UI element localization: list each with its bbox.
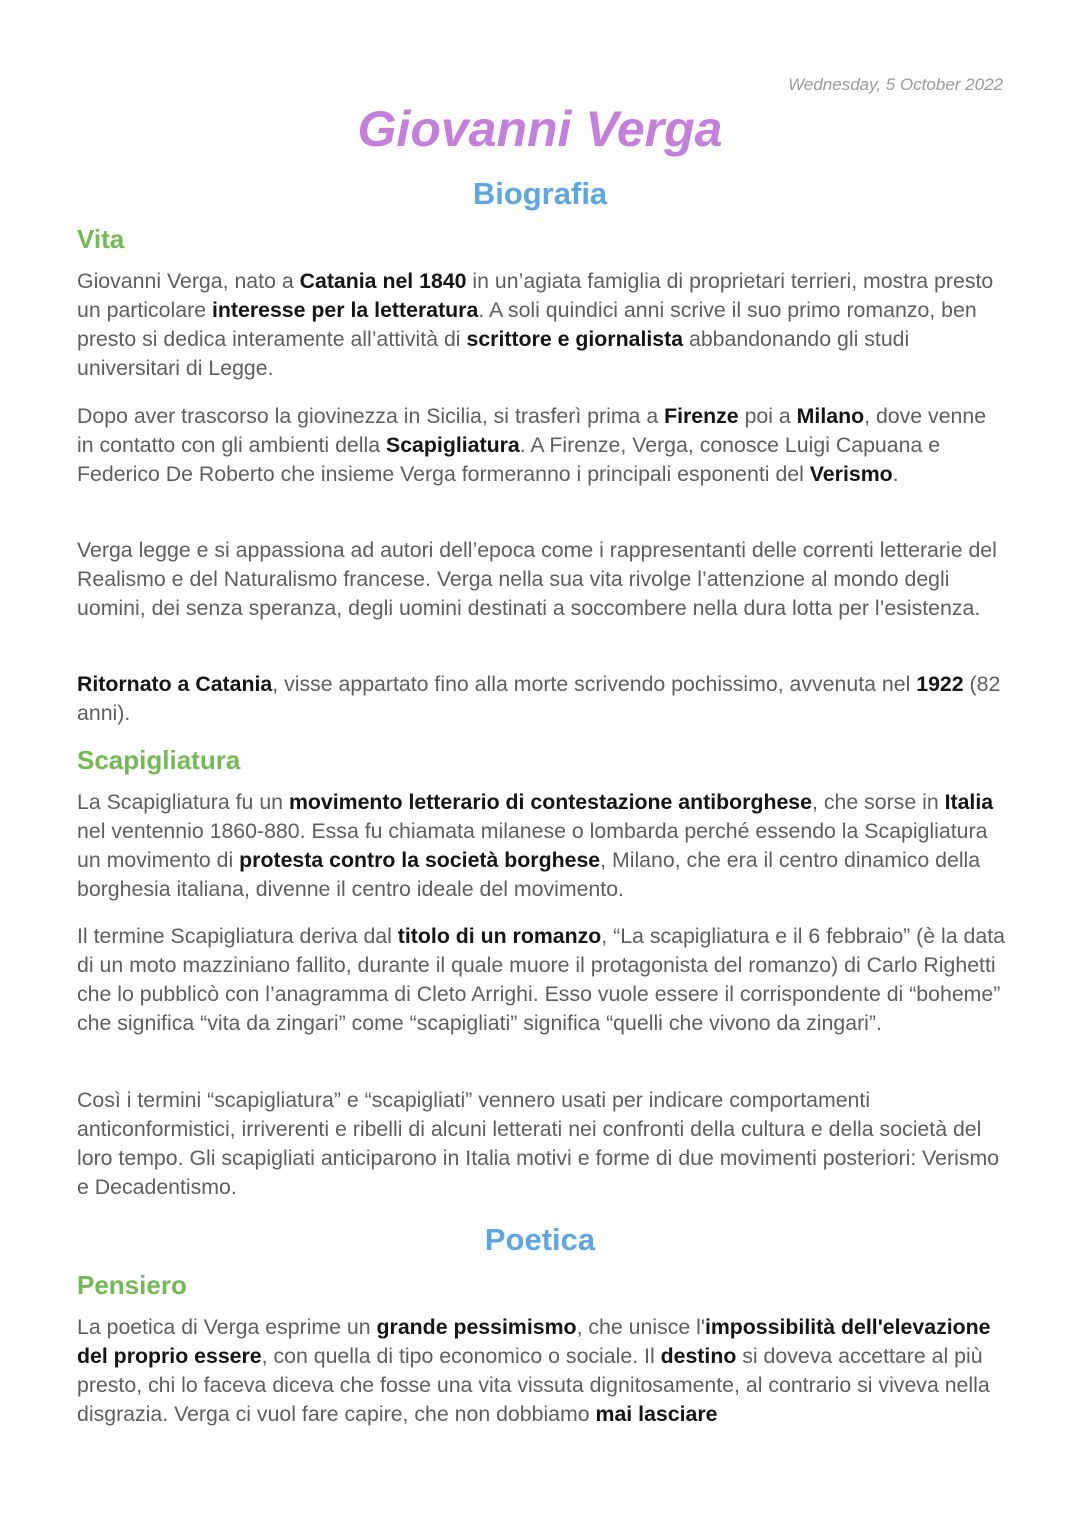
paragraph-scapigliatura-3 (77, 1086, 1007, 1202)
paragraph-vita-1 (77, 267, 1007, 383)
bold-text: Firenze (664, 404, 739, 428)
text-run: abbandonando gli studi universitari di Legge. (77, 327, 910, 380)
text-run: poi a (738, 404, 797, 428)
bold-text: grande pessimismo (376, 1315, 577, 1339)
section-heading-biografia: Biografia (472, 176, 608, 211)
text-run: La poetica di Verga esprime un (77, 1315, 377, 1339)
subsection-heading-pensiero: Pensiero (77, 1270, 187, 1300)
text-run: Dopo aver trascorso la giovinezza in Sicilia, si trasferì prima a (77, 404, 665, 428)
bold-text: 1922 (916, 672, 964, 696)
bold-text: mai lasciare (595, 1402, 718, 1426)
text-run: (82 anni). (77, 672, 1001, 725)
bold-text: Verismo (809, 462, 893, 486)
bold-text: Catania nel 1840 (299, 269, 467, 293)
bold-text: movimento letterario di contestazione antiborghese (288, 790, 812, 814)
text-run: La Scapigliatura fu un (77, 790, 289, 814)
text-run: , che sorse in (812, 790, 945, 814)
text-run: , Milano, che era il centro dinamico della borghesia italiana, divenne il centro ideale del movimento. (77, 848, 981, 901)
text-run: si doveva accettare al più presto, chi lo faceva diceva che fosse una vita vissuta dignitosamente, al contrario si viveva nella disgrazia. Verga ci vuol fare capire, che non dobbiamo (77, 1344, 990, 1426)
bold-text: Scapigliatura (386, 433, 520, 457)
paragraph-vita-2 (77, 402, 1007, 489)
document-title: Giovanni Verga (357, 101, 723, 157)
text-run: . (892, 462, 899, 486)
bold-text: titolo di un romanzo (397, 924, 602, 948)
text-run: , che unisce l' (576, 1315, 705, 1339)
text-run: Così i termini “scapigliatura” e “scapigliati” vennero usati per indicare comportamenti anticonformistici, irriverenti e ribelli di alcuni letterati nei confronti della cultura e della società del loro tempo. Gli scapigliati anticiparono in Italia motivi e forme di due movimenti posteriori: Verismo e Decadentismo. (77, 1088, 1000, 1199)
bold-text: Italia (944, 790, 994, 814)
section-heading-poetica: Poetica (484, 1222, 596, 1257)
text-run: , con quella di tipo economico o sociale. Il (261, 1344, 661, 1368)
text-run: Giovanni Verga, nato a (77, 269, 300, 293)
text-run: Il termine Scapigliatura deriva dal (77, 924, 398, 948)
paragraph-vita-3 (77, 536, 1007, 623)
text-run: in un’agiata famiglia di proprietari terrieri, mostra presto un particolare (77, 269, 994, 322)
bold-text: impossibilità dell'elevazione del proprio essere (77, 1315, 991, 1368)
bold-text: Milano (796, 404, 865, 428)
bold-text: Ritornato a Catania (77, 672, 273, 696)
subsection-heading-vita: Vita (77, 224, 125, 254)
text-run: . A soli quindici anni scrive il suo primo romanzo, ben presto si dedica interamente all’attività di (77, 298, 977, 351)
bold-text: destino (660, 1344, 737, 1368)
bold-text: interesse per la letteratura (211, 298, 479, 322)
paragraph-scapigliatura-2 (77, 922, 1007, 1038)
text-run: Verga legge e si appassiona ad autori dell’epoca come i rappresentanti delle correnti letterarie del Realismo e del Naturalismo francese. Verga nella sua vita rivolge l’attenzione al mondo degli uomini, dei senza speranza, degli uomini destinati a soccombere nella dura lotta per l’esistenza. (77, 538, 997, 620)
paragraph-pensiero-1 (77, 1313, 1007, 1429)
subsection-heading-scapigliatura: Scapigliatura (77, 745, 241, 775)
text-run: , “La scapigliatura e il 6 febbraio” (è la data di un moto mazziniano fallito, durante il quale muore il protagonista del romanzo) di Carlo Righetti che lo pubblicò con l’anagramma di Cleto Arrighi. Esso vuole essere il corrispondente di “boheme” che significa “vita da zingari” come “scapigliati” significa “quelli che vivono da zingari”. (77, 924, 1005, 1035)
document-date: Wednesday, 5 October 2022 (788, 75, 1003, 94)
bold-text: scrittore e giornalista (466, 327, 684, 351)
text-run: . A Firenze, Verga, conosce Luigi Capuana e Federico De Roberto che insieme Verga formeranno i principali esponenti del (77, 433, 941, 486)
text-run: , visse appartato fino alla morte scrivendo pochissimo, avvenuta nel (272, 672, 917, 696)
text-run: nel ventennio 1860-880. Essa fu chiamata milanese o lombarda perché essendo la Scapigliatura un movimento di (77, 819, 988, 872)
paragraph-vita-4 (77, 670, 1007, 728)
paragraph-scapigliatura-1 (77, 788, 1007, 904)
bold-text: protesta contro la società borghese (239, 848, 601, 872)
text-run: , dove venne in contatto con gli ambienti della (77, 404, 987, 457)
